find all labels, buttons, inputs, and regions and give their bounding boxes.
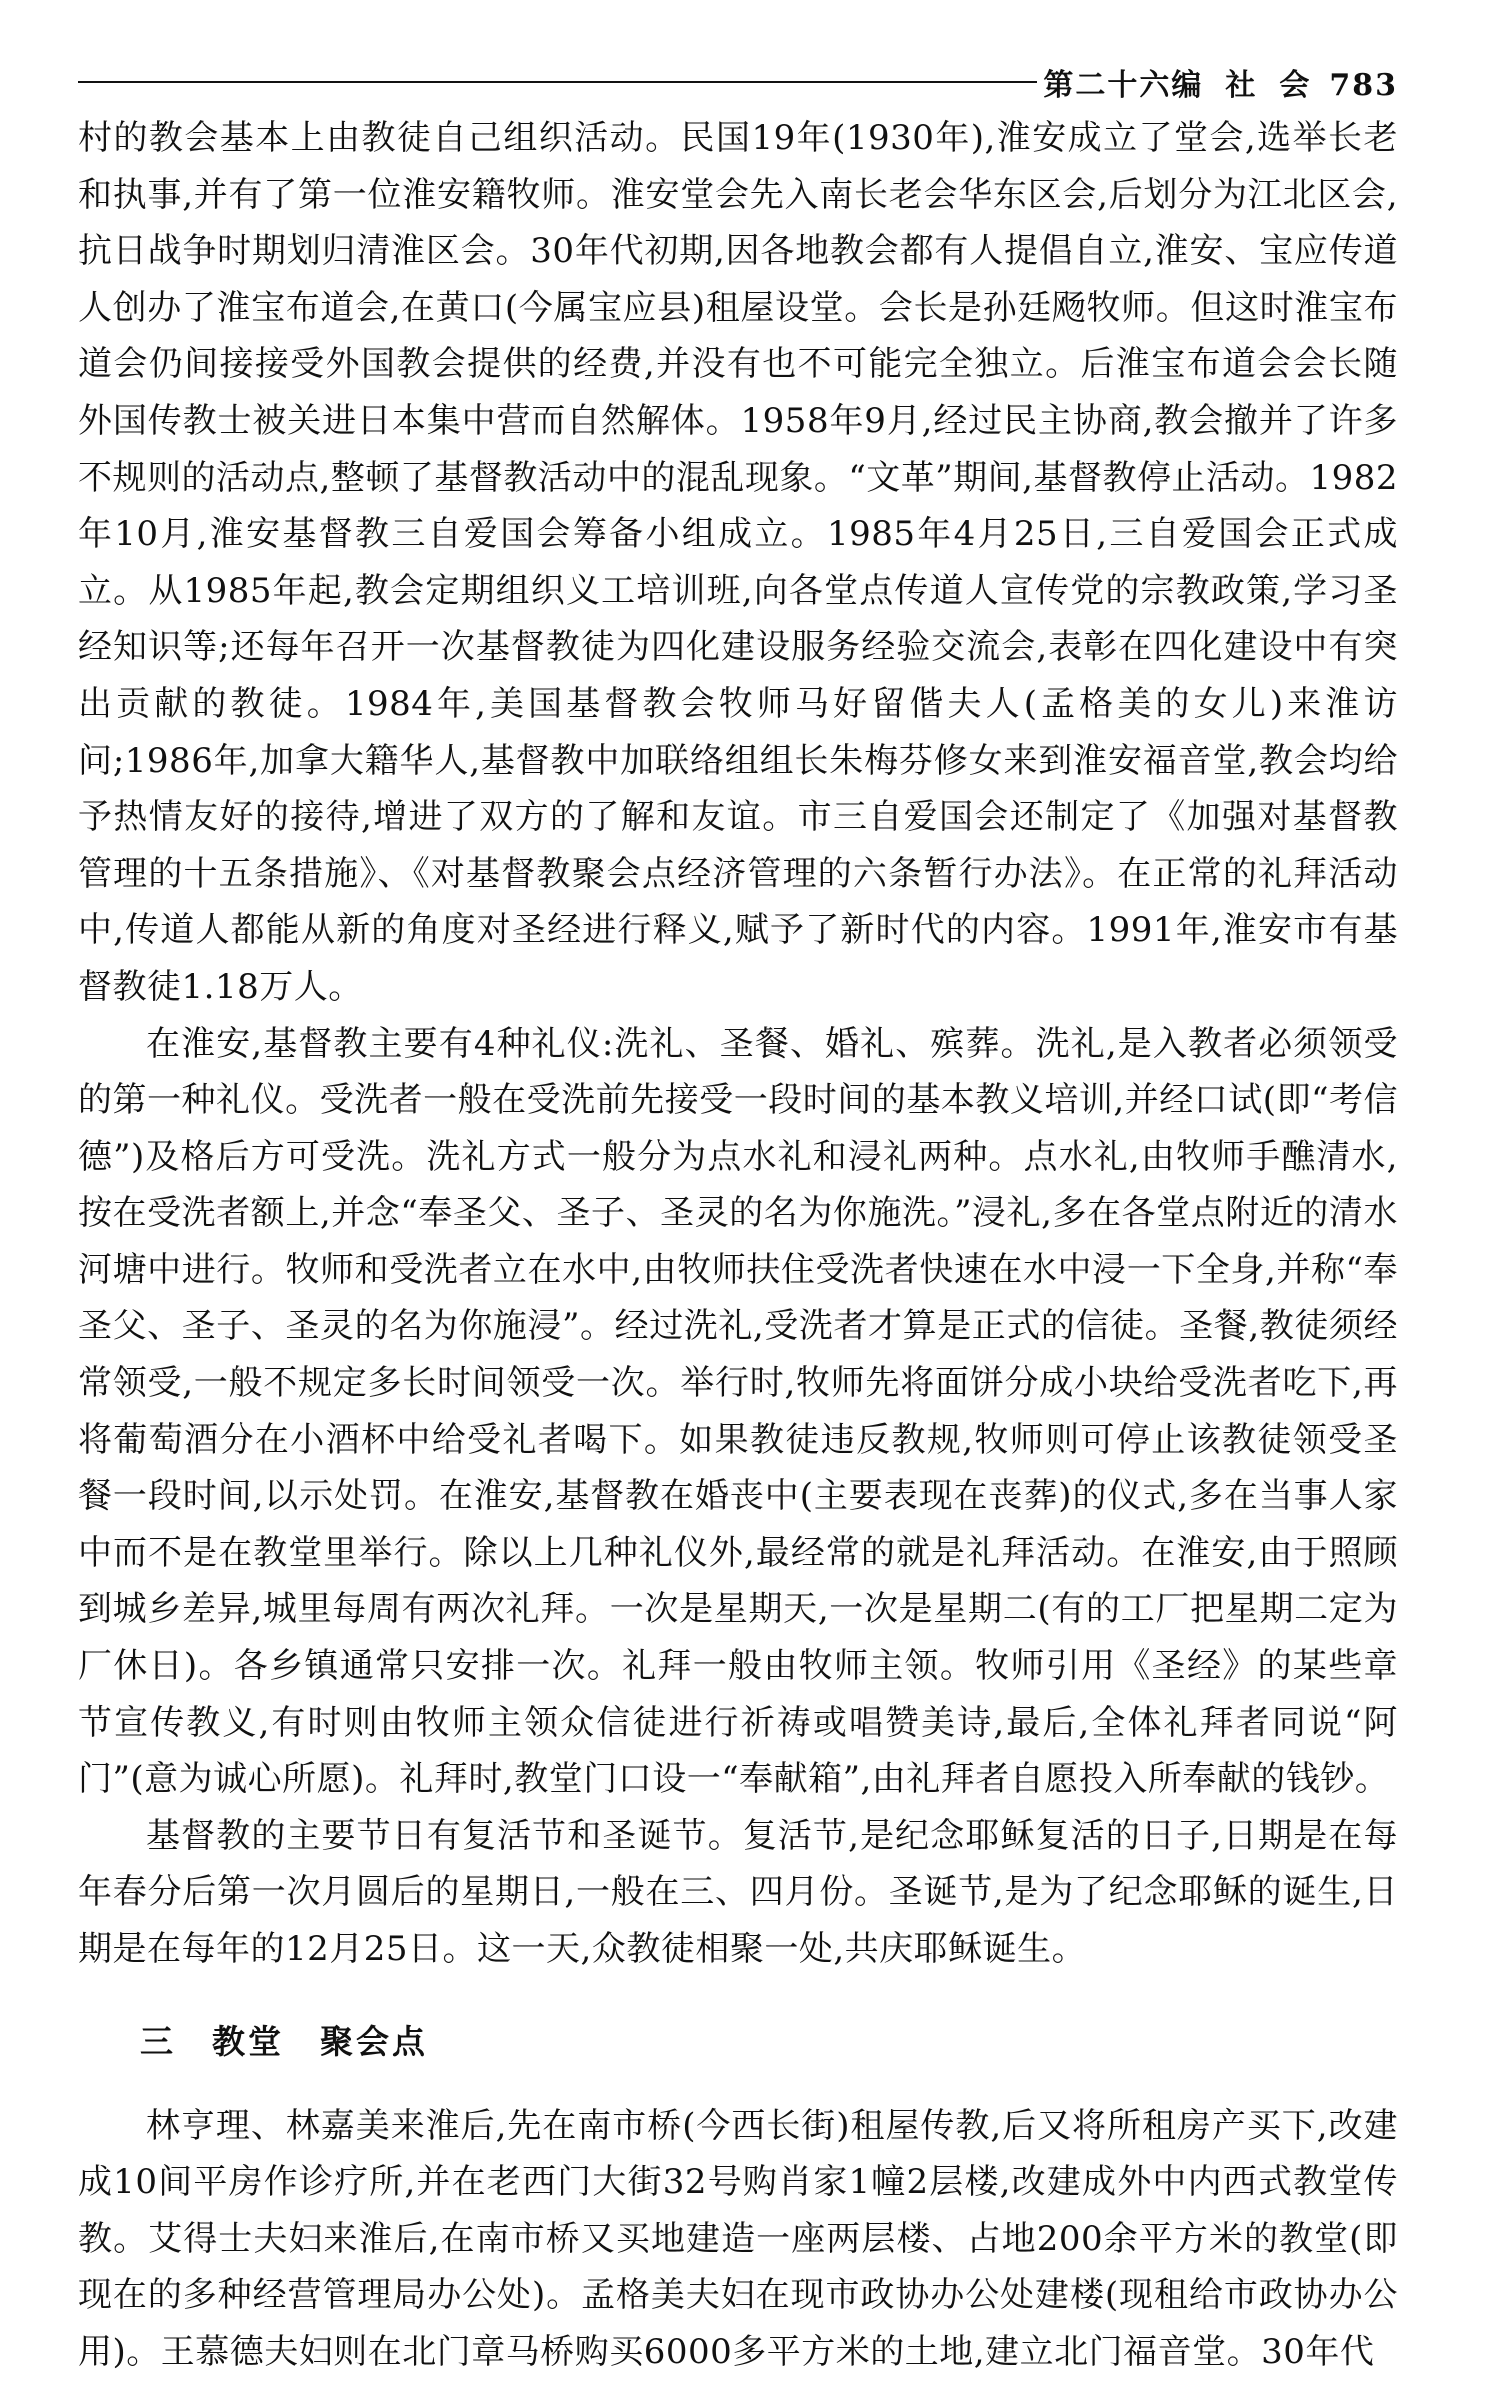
header-text	[1043, 60, 1398, 104]
running-header	[78, 60, 1398, 104]
section-paragraph: 林亨理、林嘉美来淮后,先在南市桥(今西长街)租屋传教,后又将所租房产买下,改建成10间平房作诊疗所,并在老西门大街32号购肖家1幢2层楼,改建成外中内西式教堂传教。艾得士夫妇来淮后,在南市桥又买地建造一座两层楼、占地200余平方米的教堂(即现在的多种经营管理局办公处)。孟格美夫妇在现市政协办公处建楼(现租给市政协办公用)。王慕德夫妇则在北门章马桥购买6000多平方米的土地,建立北门福音堂。30年代	[78, 2105, 1398, 2372]
paragraph-2: 在淮安,基督教主要有4种礼仪:洗礼、圣餐、婚礼、殡葬。洗礼,是入教者必须领受的第一种礼仪。受洗者一般在受洗前先接受一段时间的基本教义培训,并经口试(即“考信德”)及格后方可受洗。洗礼方式一般分为点水礼和浸礼两种。点水礼,由牧师手醮清水,按在受洗者额上,并念“奉圣父、圣子、圣灵的名为你施洗。”浸礼,多在各堂点附近的清水河塘中进行。牧师和受洗者立在水中,由牧师扶住受洗者快速在水中浸一下全身,并称“奉圣父、圣子、圣灵的名为你施浸”。经过洗礼,受洗者才算是正式的信徒。圣餐,教徒须经常领受,一般不规定多长时间领受一次。举行时,牧师先将面饼分成小块给受洗者吃下,再将葡萄酒分在小酒杯中给受礼者喝下。如果教徒违反教规,牧师则可停止该教徒领受圣餐一段时间,以示处罚。在淮安,基督教在婚丧中(主要表现在丧葬)的仪式,多在当事人家中而不是在教堂里举行。除以上几种礼仪外,最经常的就是礼拜活动。在淮安,由于照顾到城乡差异,城里每周有两次礼拜。一次是星期天,一次是星期二(有的工厂把星期二定为厂休日)。各乡镇通常只安排一次。礼拜一般由牧师主领。牧师引用《圣经》的某些章节宣传教义,有时则由牧师主领众信徒进行祈祷或唱赞美诗,最后,全体礼拜者同说“阿门”(意为诚心所愿)。礼拜时,教堂门口设一“奉献箱”,由礼拜者自愿投入所奉献的钱钞。	[78, 1023, 1398, 1800]
section-title-part2: 聚会点	[320, 2021, 428, 2061]
section-title-part1: 教堂	[212, 2021, 284, 2061]
paragraph-1: 村的教会基本上由教徒自己组织活动。民国19年(1930年),淮安成立了堂会,选举长老和执事,并有了第一位淮安籍牧师。淮安堂会先入南长老会华东区会,后划分为江北区会,抗日战争时期划归清淮区会。30年代初期,因各地教会都有人提倡自立,淮安、宝应传道人创办了淮宝布道会,在黄口(今属宝应县)租屋设堂。会长是孙廷飏牧师。但这时淮宝布道会仍间接接受外国教会提供的经费,并没有也不可能完全独立。后淮宝布道会会长随外国传教士被关进日本集中营而自然解体。1958年9月,经过民主协商,教会撤并了许多不规则的活动点,整顿了基督教活动中的混乱现象。“文革”期间,基督教停止活动。1982年10月,淮安基督教三自爱国会筹备小组成立。1985年4月25日,三自爱国会正式成立。从1985年起,教会定期组织义工培训班,向各堂点传道人宣传党的宗教政策,学习圣经知识等;还每年召开一次基督教徒为四化建设服务经验交流会,表彰在四化建设中有突出贡献的教徒。1984年,美国基督教会牧师马好留偕夫人(孟格美的女儿)来淮访问;1986年,加拿大籍华人,基督教中加联络组组长朱梅芬修女来到淮安福音堂,教会均给予热情友好的接待,增进了双方的了解和友谊。市三自爱国会还制定了《加强对基督教管理的十五条措施》、《对基督教聚会点经济管理的六条暂行办法》。在正常的礼拜活动中,传道人都能从新的角度对圣经进行释义,赋予了新时代的内容。1991年,淮安市有基督教徒1.18万人。	[78, 118, 1398, 1007]
header-section: 第二十六编	[1043, 68, 1204, 103]
section-number: 三	[140, 2021, 176, 2061]
page-number: 783	[1329, 68, 1398, 103]
section-heading	[78, 2020, 1398, 2064]
paragraph-3: 基督教的主要节日有复活节和圣诞节。复活节,是纪念耶稣复活的日子,日期是在每年春分后第一次月圆后的星期日,一般在三、四月份。圣诞节,是为了纪念耶稣的诞生,日期是在每年的12月25日。这一天,众教徒相聚一处,共庆耶稣诞生。	[78, 1815, 1398, 1969]
body-text	[78, 110, 1398, 2381]
header-title-part2: 会	[1279, 68, 1312, 103]
header-rule	[78, 81, 1037, 83]
header-title-part1: 社	[1225, 68, 1258, 103]
